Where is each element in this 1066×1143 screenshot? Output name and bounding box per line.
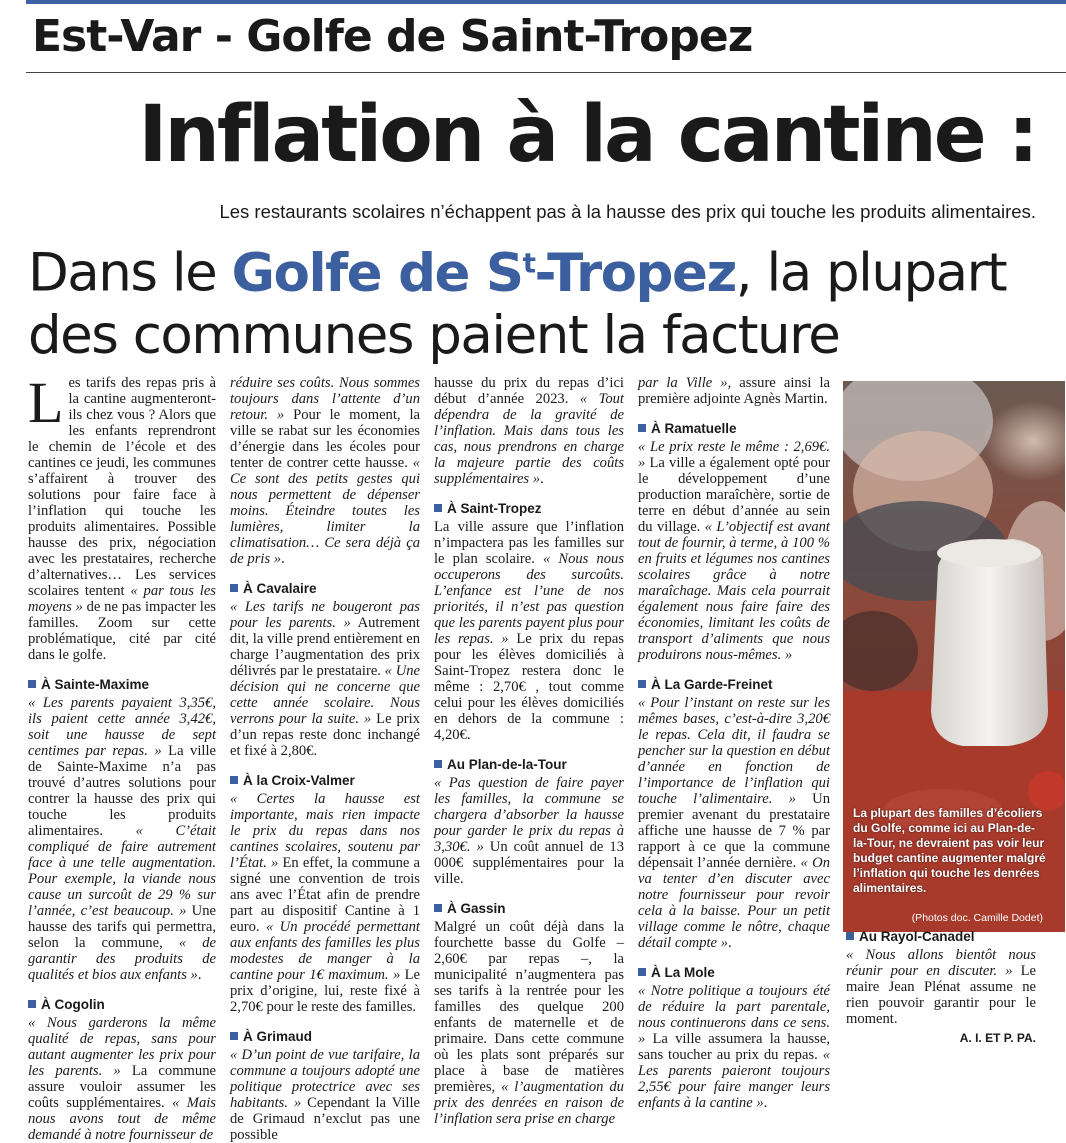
section-heading-la-mole: À La Mole	[638, 965, 830, 981]
subheadline: Dans le Golfe de $S^t$-Tropez, la plupart des communes paient la facture	[28, 242, 1007, 366]
rubric-divider	[26, 72, 1066, 73]
photo-caption: La plupart des familles d’écoliers du Golfe, comme ici au Plan-de-la-Tour, ne devraient pas voir leur budget cantine augmenter malgré l’inflation qui touche les denrées alimentaires.	[853, 806, 1046, 895]
section-heading-cavalaire: À Cavalaire	[230, 581, 420, 597]
section-heading-grimaud: À Grimaud	[230, 1029, 420, 1045]
section-heading-ramatuelle: À Ramatuelle	[638, 421, 830, 437]
section-heading-rayol-canadel: Au Rayol-Canadel	[846, 929, 1036, 945]
section-heading-croix-valmer: À la Croix-Valmer	[230, 773, 420, 789]
article-column-5: Au Rayol-Canadel « Nous allons bientôt nous réunir pour en discuter. » Le maire Jean Plénat assume ne rien pouvoir garantir pour le moment. A. I. ET P. PA.	[846, 929, 1036, 1045]
section-heading-cogolin: À Cogolin	[28, 997, 216, 1013]
article-column-3: hausse du prix du repas d’ici début d’année 2023. « Tout dépendra de la gravité de l’inflation. Mais dans tous les cas, nous prendrons en charge la majeure partie des coûts supplémentaires ». À Saint-Tropez La ville assure que l’inflation n’impactera pas les familles sur le plan scolaire. « Nous nous occuperons des surcoûts. L’enfance est l’une de nos priorités, il n’est pas question que les parents payent plus pour les repas. » Le prix du repas pour les élèves domiciliés à Saint-Tropez restera donc le même : 2,70€ , tout comme celui pour les élèves domiciliés en dehors de la commune : 4,20€. Au Plan-de-la-Tour « Pas question de faire payer les familles, la commune se chargera d’absorber la hausse pour garder le prix du repas à 3,30€. » Un coût annuel de 13 000€ supplémentaires pour la ville. À Gassin Malgré un coût déjà dans la fourchette basse du Golfe – 2,60€ par repas –, la municipalité n’augmentera pas ses tarifs à la rentrée pour les familles des quelque 200 enfants de maternelle et de primaire. Dans cette commune où les plats sont préparés sur place à base de matières premières, « l’augmentation du prix des denrées en raison de l’inflation sera prise en charge	[434, 375, 624, 1127]
section-heading-gassin: À Gassin	[434, 901, 624, 917]
section-heading-la-garde-freinet: À La Garde-Freinet	[638, 677, 830, 693]
article-column-4: par la Ville », assure ainsi la première adjointe Agnès Martin. À Ramatuelle « Le prix reste le même : 2,69€. » La ville a également opté pour le développement d’une production maraîchère, sortie de terre en début d’année au sein du village. « L’objectif est avant tout de fournir, à terme, à 100 % en fruits et légumes nos cantines scolaires grâce à notre maraîchage. Mais cela pourrait également nous faire faire des économies, limitant les coûts de transport d’aliments que nous produirons nous-mêmes. » À La Garde-Freinet « Pour l’instant on reste sur les mêmes bases, c’est-à-dire 3,20€ le repas. Cela dit, il faudra se pencher sur la question en début d’année en fonction de l’importance de l’inflation qui touche l’alimentaire. » Un premier avenant du prestataire affiche une hausse de 7 % par rapport à ce que la commune dépensait l’année dernière. « On va tenter d’en discuter avec notre fournisseur pour revoir cela à la baisse. Pour un petit village comme le nôtre, chaque détail compte ». À La Mole « Notre politique a toujours été de réduire la part parentale, nous continuerons dans ce sens. » La ville assumera la hausse, sans toucher au prix du repas. « Les parents paieront toujours 2,55€ pour faire manger leurs enfants à la cantine ».	[638, 375, 830, 1111]
standfirst: Les restaurants scolaires n’échappent pas à la hausse des prix qui touche les produits alimentaires.	[219, 201, 1036, 222]
article-column-2: réduire ses coûts. Nous sommes toujours dans l’attente d’un retour. » Pour le moment, la ville se rabat sur les économies d’énergie dans les écoles pour tenter de contrer cette hausse. « Ce sont des petits gestes qui nous permettent de dépenser moins. Éteindre toutes les lumières, limiter la climatisation… Ce sera déjà ça de pris ». À Cavalaire « Les tarifs ne bougeront pas pour les parents. » Autrement dit, la ville prend entièrement en charge l’augmentation des prix délivrés par le prestataire. « Une décision qui ne concerne que cette année scolaire. Nous verrons pour la suite. » Le prix d’un repas reste donc inchangé et fixé à 2,80€. À la Croix-Valmer « Certes la hausse est importante, mais rien impacte le prix du repas dans nos cantines scolaires, soutenu par l’État. » En effet, la commune a signé une convention de trois ans avec l’État afin de prendre part au dispositif Cantine à 1 euro. « Un procédé permettant aux enfants des familles les plus modestes de manger à la cantine pour 1€ maximum. » Le prix d’origine, lui, reste fixé à 2,70€ pour le reste des familles. À Grimaud « D’un point de vue tarifaire, la commune a toujours adopté une politique protectrice avec ses habitants. » Cependant la Ville de Grimaud n’exclut pas une possible	[230, 375, 421, 1143]
article-column-1: Les tarifs des repas pris à la cantine augmenteront-ils chez vous ? Alors que les enfants reprendront le chemin de l’école et des cantines ce jeudi, les communes s’affairent à trouver des solutions pour faire face à l’inflation qui touche les produits alimentaires. Possible hausse des prix, négociation avec les prestataires, recherche d’alternatives… Les services scolaires tentent « par tous les moyens » de ne pas impacter les familles. Zoom sur cette problématique, cité par cité dans le golfe. À Sainte-Maxime « Les parents payaient 3,35€, ils paient cette année 3,42€, soit une hausse de sept centimes par repas. » La ville de Sainte-Maxime n’a pas trouvé d’autres solutions pour contrer la hausse des prix qui touche les produits alimentaires. « C’était compliqué de faire autrement face à une telle augmentation. Pour exemple, la viande nous cause un surcoût de 29 % sur l’année, c’est beaucoup. » Une hausse des tarifs qui permettra, selon la commune, « de garantir des produits de qualités et bios aux enfants ». À Cogolin « Nous garderons la même qualité de repas, sans pour autant augmenter les prix pour les parents. » La commune assure vouloir assumer les coûts supplémentaires. « Mais nous avons tout de même demandé à notre fournisseur de	[28, 370, 216, 1143]
section-heading-sainte-maxime: À Sainte-Maxime	[28, 677, 216, 693]
subhead-highlight: Golfe de $S^t$-Tropez	[231, 242, 736, 304]
section-heading-plan-de-la-tour: Au Plan-de-la-Tour	[434, 757, 624, 773]
drop-cap: L	[28, 370, 64, 435]
section-rubric: Est-Var - Golfe de Saint-Tropez	[32, 11, 753, 62]
top-accent-bar	[26, 0, 1066, 4]
headline: Inflation à la cantine :	[138, 90, 1036, 180]
photo-credit: (Photos doc. Camille Dodet)	[911, 912, 1043, 924]
section-heading-saint-tropez: À Saint-Tropez	[434, 501, 624, 517]
author-signature: A. I. ET P. PA.	[959, 1031, 1036, 1045]
